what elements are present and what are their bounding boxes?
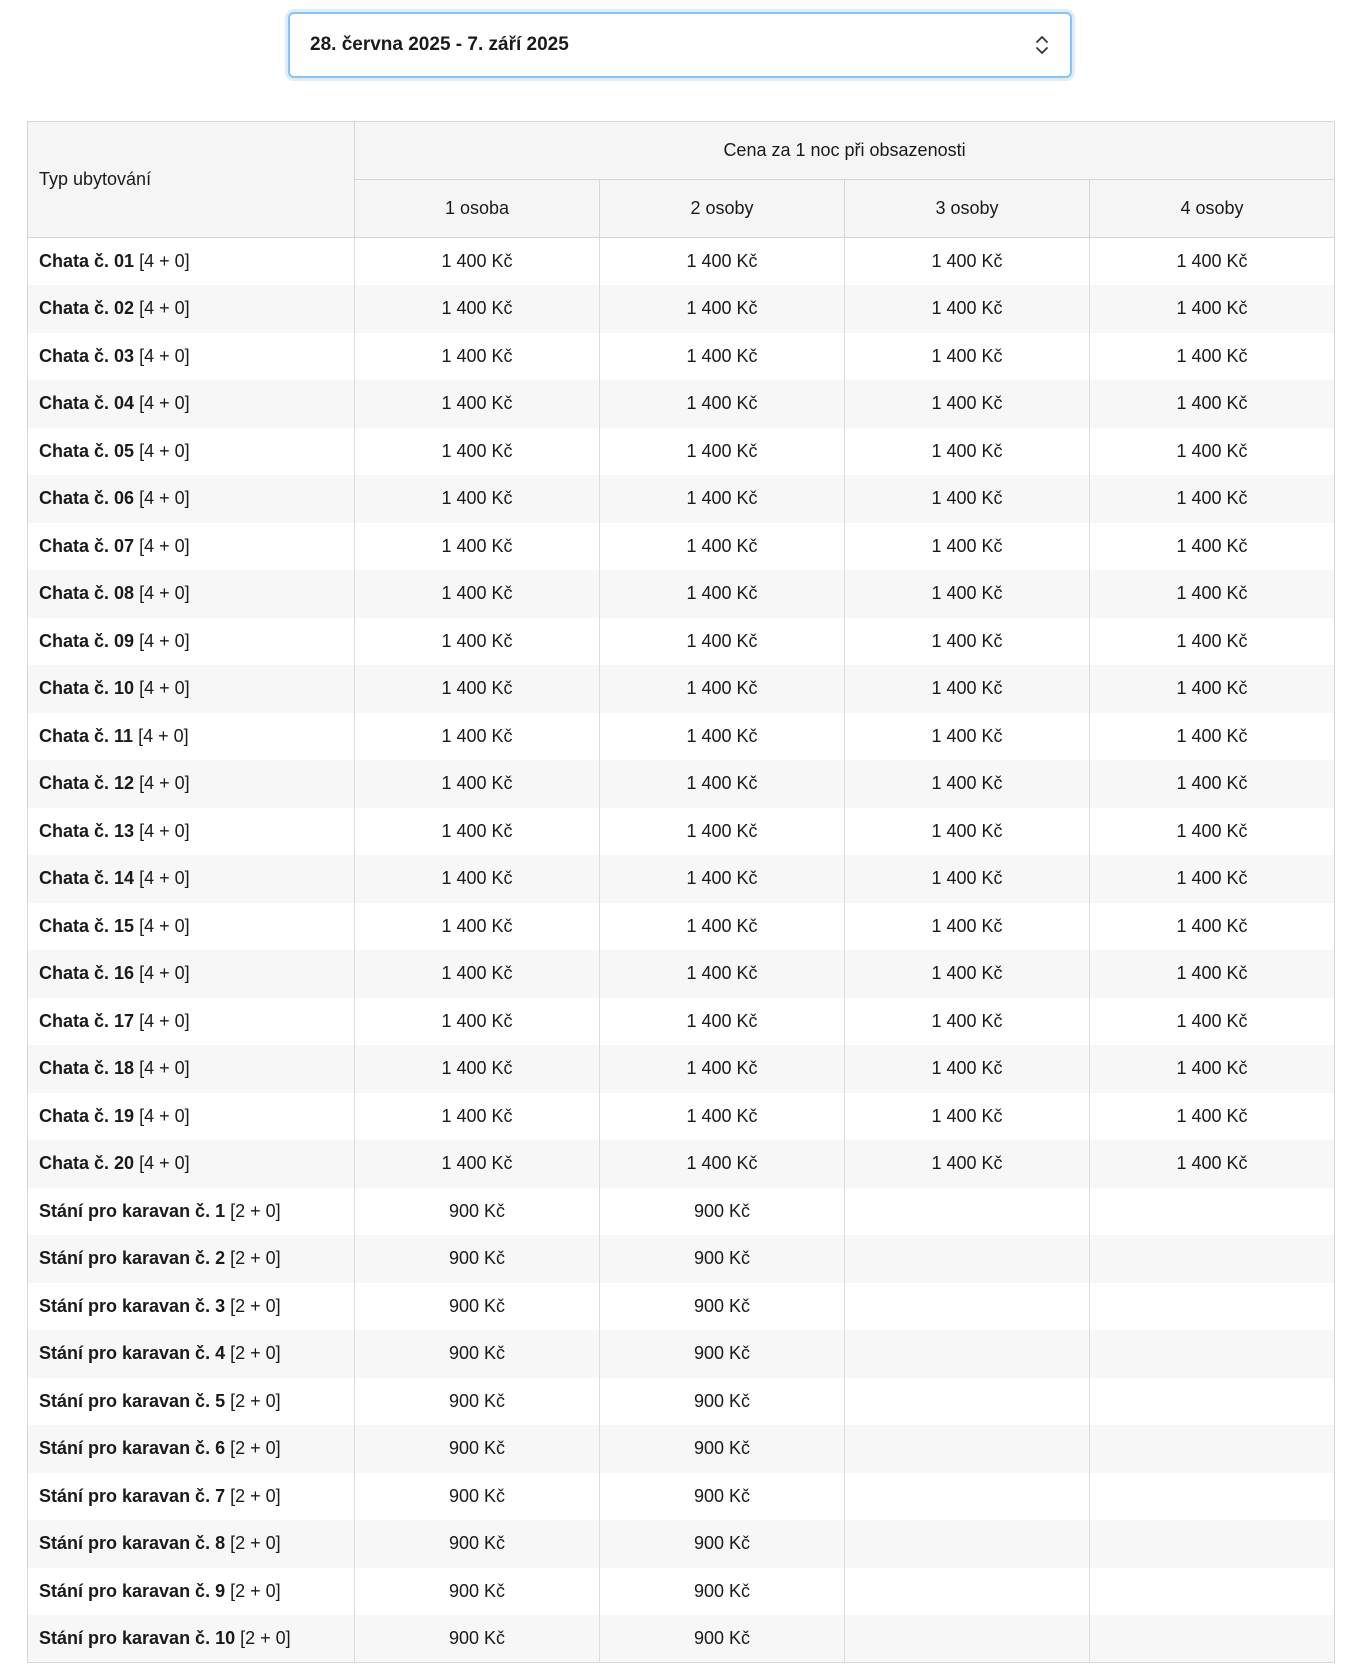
accommodation-cell bbox=[28, 618, 355, 666]
price-cell: 1 400 Kč bbox=[600, 618, 845, 666]
price-cell: 1 400 Kč bbox=[600, 570, 845, 618]
accommodation-capacity: [4 + 0] bbox=[139, 1153, 190, 1174]
price-cell: 900 Kč bbox=[355, 1235, 600, 1283]
price-cell: 1 400 Kč bbox=[845, 285, 1090, 333]
price-cell bbox=[1090, 1283, 1335, 1331]
price-cell: 900 Kč bbox=[355, 1283, 600, 1331]
accommodation-capacity: [4 + 0] bbox=[139, 345, 190, 366]
accommodation-cell bbox=[28, 855, 355, 903]
price-cell: 1 400 Kč bbox=[600, 713, 845, 761]
price-cell: 1 400 Kč bbox=[845, 808, 1090, 856]
accommodation-cell bbox=[28, 1520, 355, 1568]
accommodation-name: Chata č. 10 bbox=[39, 678, 135, 699]
price-cell: 1 400 Kč bbox=[1090, 998, 1335, 1046]
table-row bbox=[28, 333, 1335, 381]
price-header: Cena za 1 noc při obsazenosti bbox=[355, 122, 1335, 180]
price-cell: 1 400 Kč bbox=[600, 903, 845, 951]
accommodation-name: Chata č. 11 bbox=[39, 725, 134, 746]
price-cell bbox=[845, 1378, 1090, 1426]
accommodation-name: Chata č. 02 bbox=[39, 298, 135, 319]
price-cell: 1 400 Kč bbox=[845, 855, 1090, 903]
accommodation-capacity: [2 + 0] bbox=[230, 1200, 281, 1221]
price-cell: 1 400 Kč bbox=[1090, 428, 1335, 476]
price-cell: 1 400 Kč bbox=[845, 713, 1090, 761]
price-cell: 900 Kč bbox=[355, 1330, 600, 1378]
price-cell: 1 400 Kč bbox=[845, 760, 1090, 808]
price-cell: 1 400 Kč bbox=[1090, 380, 1335, 428]
accommodation-capacity: [2 + 0] bbox=[230, 1438, 281, 1459]
accommodation-capacity: [4 + 0] bbox=[139, 1010, 190, 1031]
accommodation-cell bbox=[28, 570, 355, 618]
table-row bbox=[28, 808, 1335, 856]
price-cell: 900 Kč bbox=[355, 1473, 600, 1521]
accommodation-cell bbox=[28, 760, 355, 808]
price-cell: 1 400 Kč bbox=[600, 950, 845, 998]
accommodation-cell bbox=[28, 1283, 355, 1331]
accommodation-capacity: [4 + 0] bbox=[139, 678, 190, 699]
price-table-body bbox=[28, 238, 1335, 1663]
price-cell: 900 Kč bbox=[600, 1473, 845, 1521]
accommodation-capacity: [4 + 0] bbox=[139, 963, 190, 984]
price-cell: 1 400 Kč bbox=[845, 333, 1090, 381]
price-cell: 1 400 Kč bbox=[600, 285, 845, 333]
table-row bbox=[28, 950, 1335, 998]
price-cell: 1 400 Kč bbox=[355, 665, 600, 713]
accommodation-capacity: [4 + 0] bbox=[139, 820, 190, 841]
table-row bbox=[28, 1283, 1335, 1331]
period-select[interactable] bbox=[288, 12, 1072, 78]
accommodation-cell bbox=[28, 523, 355, 571]
price-cell: 900 Kč bbox=[355, 1425, 600, 1473]
price-cell: 1 400 Kč bbox=[355, 950, 600, 998]
price-cell bbox=[1090, 1378, 1335, 1426]
table-row bbox=[28, 1378, 1335, 1426]
price-cell bbox=[845, 1425, 1090, 1473]
price-cell: 900 Kč bbox=[600, 1188, 845, 1236]
accommodation-cell bbox=[28, 1140, 355, 1188]
price-cell: 1 400 Kč bbox=[600, 998, 845, 1046]
select-arrows-icon bbox=[1032, 31, 1052, 59]
price-cell: 1 400 Kč bbox=[600, 1093, 845, 1141]
occupancy-header: 2 osoby bbox=[600, 180, 845, 238]
accommodation-name: Chata č. 05 bbox=[39, 440, 135, 461]
accommodation-capacity: [4 + 0] bbox=[139, 488, 190, 509]
accommodation-name: Chata č. 08 bbox=[39, 583, 135, 604]
accommodation-name: Chata č. 09 bbox=[39, 630, 135, 651]
price-cell: 1 400 Kč bbox=[600, 380, 845, 428]
price-cell: 1 400 Kč bbox=[355, 808, 600, 856]
accommodation-name: Stání pro karavan č. 2 bbox=[39, 1248, 226, 1269]
accommodation-name: Chata č. 12 bbox=[39, 773, 135, 794]
price-cell bbox=[845, 1188, 1090, 1236]
price-cell: 1 400 Kč bbox=[1090, 475, 1335, 523]
price-cell: 900 Kč bbox=[355, 1188, 600, 1236]
table-row bbox=[28, 475, 1335, 523]
price-cell: 1 400 Kč bbox=[845, 903, 1090, 951]
price-cell bbox=[845, 1235, 1090, 1283]
occupancy-header: 1 osoba bbox=[355, 180, 600, 238]
accommodation-capacity: [4 + 0] bbox=[139, 440, 190, 461]
price-cell: 900 Kč bbox=[600, 1378, 845, 1426]
price-cell: 1 400 Kč bbox=[1090, 285, 1335, 333]
price-cell bbox=[845, 1330, 1090, 1378]
table-row bbox=[28, 1473, 1335, 1521]
price-cell: 1 400 Kč bbox=[355, 713, 600, 761]
price-cell bbox=[845, 1568, 1090, 1616]
accommodation-cell bbox=[28, 1615, 355, 1663]
price-cell: 1 400 Kč bbox=[1090, 950, 1335, 998]
table-row bbox=[28, 1140, 1335, 1188]
price-cell: 1 400 Kč bbox=[600, 1045, 845, 1093]
accommodation-cell bbox=[28, 428, 355, 476]
price-cell: 1 400 Kč bbox=[845, 570, 1090, 618]
accommodation-cell bbox=[28, 380, 355, 428]
price-cell: 900 Kč bbox=[600, 1520, 845, 1568]
price-cell: 1 400 Kč bbox=[1090, 808, 1335, 856]
accommodation-name: Stání pro karavan č. 6 bbox=[39, 1438, 226, 1459]
accommodation-capacity: [4 + 0] bbox=[139, 583, 190, 604]
price-cell: 1 400 Kč bbox=[1090, 523, 1335, 571]
table-row bbox=[28, 1235, 1335, 1283]
accommodation-cell bbox=[28, 238, 355, 286]
accommodation-capacity: [2 + 0] bbox=[230, 1390, 281, 1411]
accommodation-cell bbox=[28, 665, 355, 713]
table-row bbox=[28, 380, 1335, 428]
price-cell: 1 400 Kč bbox=[1090, 333, 1335, 381]
accommodation-cell bbox=[28, 1093, 355, 1141]
accommodation-cell bbox=[28, 1425, 355, 1473]
price-cell: 1 400 Kč bbox=[355, 903, 600, 951]
price-cell: 1 400 Kč bbox=[600, 760, 845, 808]
accommodation-cell bbox=[28, 1235, 355, 1283]
accommodation-name: Chata č. 18 bbox=[39, 1058, 135, 1079]
accommodation-cell bbox=[28, 998, 355, 1046]
price-cell bbox=[1090, 1473, 1335, 1521]
accommodation-name: Stání pro karavan č. 4 bbox=[39, 1343, 226, 1364]
price-cell: 1 400 Kč bbox=[355, 855, 600, 903]
price-cell: 1 400 Kč bbox=[845, 1093, 1090, 1141]
price-cell: 1 400 Kč bbox=[1090, 1045, 1335, 1093]
accommodation-name: Chata č. 03 bbox=[39, 345, 135, 366]
price-cell: 900 Kč bbox=[355, 1615, 600, 1663]
price-cell: 1 400 Kč bbox=[600, 665, 845, 713]
accommodation-capacity: [4 + 0] bbox=[139, 773, 190, 794]
price-cell bbox=[1090, 1615, 1335, 1663]
price-cell: 1 400 Kč bbox=[845, 475, 1090, 523]
accommodation-cell bbox=[28, 808, 355, 856]
price-cell: 1 400 Kč bbox=[1090, 713, 1335, 761]
accommodation-cell bbox=[28, 1188, 355, 1236]
price-cell: 1 400 Kč bbox=[600, 333, 845, 381]
accommodation-capacity: [4 + 0] bbox=[139, 630, 190, 651]
accommodation-capacity: [2 + 0] bbox=[230, 1533, 281, 1554]
table-row bbox=[28, 713, 1335, 761]
accommodation-name: Chata č. 06 bbox=[39, 488, 135, 509]
price-cell: 1 400 Kč bbox=[600, 428, 845, 476]
price-cell: 900 Kč bbox=[355, 1378, 600, 1426]
accommodation-name: Stání pro karavan č. 9 bbox=[39, 1580, 226, 1601]
price-cell: 1 400 Kč bbox=[1090, 238, 1335, 286]
price-cell bbox=[845, 1473, 1090, 1521]
accommodation-cell bbox=[28, 1568, 355, 1616]
accommodation-capacity: [2 + 0] bbox=[230, 1343, 281, 1364]
price-cell: 1 400 Kč bbox=[355, 570, 600, 618]
accommodation-capacity: [4 + 0] bbox=[139, 393, 190, 414]
accommodation-name: Chata č. 15 bbox=[39, 915, 135, 936]
price-cell: 1 400 Kč bbox=[355, 760, 600, 808]
price-cell: 1 400 Kč bbox=[355, 523, 600, 571]
accommodation-cell bbox=[28, 903, 355, 951]
table-row bbox=[28, 523, 1335, 571]
price-cell: 1 400 Kč bbox=[1090, 1093, 1335, 1141]
table-row bbox=[28, 998, 1335, 1046]
price-cell bbox=[1090, 1520, 1335, 1568]
table-row bbox=[28, 570, 1335, 618]
accommodation-cell bbox=[28, 1330, 355, 1378]
price-cell: 1 400 Kč bbox=[845, 380, 1090, 428]
price-cell: 900 Kč bbox=[355, 1568, 600, 1616]
accommodation-cell bbox=[28, 1378, 355, 1426]
accommodation-cell bbox=[28, 950, 355, 998]
accommodation-capacity: [4 + 0] bbox=[138, 725, 189, 746]
price-cell bbox=[1090, 1188, 1335, 1236]
price-cell: 900 Kč bbox=[600, 1568, 845, 1616]
accommodation-capacity: [4 + 0] bbox=[139, 251, 190, 271]
accommodation-capacity: [4 + 0] bbox=[139, 298, 190, 319]
accommodation-name: Chata č. 16 bbox=[39, 963, 135, 984]
price-cell: 1 400 Kč bbox=[845, 1140, 1090, 1188]
price-cell bbox=[845, 1615, 1090, 1663]
price-cell: 1 400 Kč bbox=[845, 665, 1090, 713]
accommodation-capacity: [4 + 0] bbox=[139, 915, 190, 936]
price-cell bbox=[1090, 1330, 1335, 1378]
price-table bbox=[27, 121, 1335, 1663]
accommodation-name: Stání pro karavan č. 5 bbox=[39, 1390, 226, 1411]
price-cell: 1 400 Kč bbox=[845, 238, 1090, 286]
price-cell: 1 400 Kč bbox=[600, 475, 845, 523]
price-cell: 1 400 Kč bbox=[845, 428, 1090, 476]
accommodation-cell bbox=[28, 475, 355, 523]
table-row bbox=[28, 1093, 1335, 1141]
price-cell: 1 400 Kč bbox=[600, 1140, 845, 1188]
price-cell: 1 400 Kč bbox=[1090, 855, 1335, 903]
accommodation-cell bbox=[28, 285, 355, 333]
accommodation-capacity: [2 + 0] bbox=[230, 1485, 281, 1506]
price-cell: 1 400 Kč bbox=[600, 523, 845, 571]
accommodation-name: Chata č. 01 bbox=[39, 251, 135, 271]
price-cell: 1 400 Kč bbox=[845, 950, 1090, 998]
price-cell: 1 400 Kč bbox=[1090, 1140, 1335, 1188]
price-cell: 1 400 Kč bbox=[355, 428, 600, 476]
table-row bbox=[28, 760, 1335, 808]
accommodation-name: Chata č. 19 bbox=[39, 1105, 135, 1126]
accommodation-name: Chata č. 17 bbox=[39, 1010, 135, 1031]
accommodation-name: Stání pro karavan č. 8 bbox=[39, 1533, 226, 1554]
accommodation-capacity: [4 + 0] bbox=[139, 535, 190, 556]
accommodation-capacity: [2 + 0] bbox=[230, 1295, 281, 1316]
price-cell: 1 400 Kč bbox=[1090, 570, 1335, 618]
table-row bbox=[28, 285, 1335, 333]
table-row bbox=[28, 1045, 1335, 1093]
table-row bbox=[28, 855, 1335, 903]
accommodation-cell bbox=[28, 1473, 355, 1521]
accommodation-capacity: [2 + 0] bbox=[230, 1248, 281, 1269]
price-cell: 900 Kč bbox=[600, 1235, 845, 1283]
accommodation-name: Chata č. 07 bbox=[39, 535, 135, 556]
price-cell: 1 400 Kč bbox=[845, 1045, 1090, 1093]
price-cell: 1 400 Kč bbox=[355, 1093, 600, 1141]
price-cell: 1 400 Kč bbox=[355, 475, 600, 523]
occupancy-header: 4 osoby bbox=[1090, 180, 1335, 238]
price-cell: 1 400 Kč bbox=[355, 238, 600, 286]
accommodation-cell bbox=[28, 1045, 355, 1093]
price-cell: 900 Kč bbox=[355, 1520, 600, 1568]
price-cell: 900 Kč bbox=[600, 1425, 845, 1473]
table-row bbox=[28, 618, 1335, 666]
period-select-value: 28. června 2025 - 7. září 2025 bbox=[310, 34, 569, 55]
table-row bbox=[28, 428, 1335, 476]
price-cell: 1 400 Kč bbox=[355, 333, 600, 381]
table-row bbox=[28, 238, 1335, 286]
accommodation-name: Stání pro karavan č. 1 bbox=[39, 1200, 226, 1221]
occupancy-header: 3 osoby bbox=[845, 180, 1090, 238]
accommodation-name: Stání pro karavan č. 7 bbox=[39, 1485, 226, 1506]
accommodation-capacity: [2 + 0] bbox=[240, 1628, 291, 1648]
table-row bbox=[28, 1188, 1335, 1236]
price-cell: 1 400 Kč bbox=[845, 618, 1090, 666]
accommodation-name: Chata č. 13 bbox=[39, 820, 135, 841]
price-cell: 1 400 Kč bbox=[600, 855, 845, 903]
table-row bbox=[28, 1568, 1335, 1616]
price-cell: 1 400 Kč bbox=[1090, 618, 1335, 666]
table-row bbox=[28, 1425, 1335, 1473]
price-cell: 1 400 Kč bbox=[1090, 760, 1335, 808]
price-cell: 1 400 Kč bbox=[1090, 903, 1335, 951]
table-row bbox=[28, 1520, 1335, 1568]
price-cell: 1 400 Kč bbox=[355, 1140, 600, 1188]
table-row bbox=[28, 903, 1335, 951]
accommodation-name: Stání pro karavan č. 10 bbox=[39, 1628, 236, 1648]
price-cell: 1 400 Kč bbox=[355, 285, 600, 333]
accommodation-cell bbox=[28, 713, 355, 761]
accommodation-name: Chata č. 20 bbox=[39, 1153, 135, 1174]
price-cell bbox=[845, 1283, 1090, 1331]
price-cell bbox=[1090, 1425, 1335, 1473]
price-cell: 1 400 Kč bbox=[355, 1045, 600, 1093]
accommodation-name: Stání pro karavan č. 3 bbox=[39, 1295, 226, 1316]
price-cell: 900 Kč bbox=[600, 1283, 845, 1331]
accommodation-cell bbox=[28, 333, 355, 381]
price-cell: 1 400 Kč bbox=[845, 998, 1090, 1046]
price-cell: 900 Kč bbox=[600, 1330, 845, 1378]
price-cell bbox=[1090, 1235, 1335, 1283]
table-row bbox=[28, 1615, 1335, 1663]
price-cell: 1 400 Kč bbox=[845, 523, 1090, 571]
accommodation-name: Chata č. 04 bbox=[39, 393, 135, 414]
price-cell: 1 400 Kč bbox=[600, 808, 845, 856]
accommodation-capacity: [2 + 0] bbox=[230, 1580, 281, 1601]
accommodation-capacity: [4 + 0] bbox=[139, 1105, 190, 1126]
table-row bbox=[28, 665, 1335, 713]
type-header: Typ ubytování bbox=[28, 122, 355, 238]
accommodation-capacity: [4 + 0] bbox=[139, 868, 190, 889]
price-cell: 900 Kč bbox=[600, 1615, 845, 1663]
table-row bbox=[28, 1330, 1335, 1378]
accommodation-name: Chata č. 14 bbox=[39, 868, 135, 889]
price-cell: 1 400 Kč bbox=[600, 238, 845, 286]
price-cell: 1 400 Kč bbox=[355, 618, 600, 666]
price-cell bbox=[1090, 1568, 1335, 1616]
accommodation-capacity: [4 + 0] bbox=[139, 1058, 190, 1079]
price-cell bbox=[845, 1520, 1090, 1568]
price-cell: 1 400 Kč bbox=[355, 998, 600, 1046]
price-cell: 1 400 Kč bbox=[355, 380, 600, 428]
price-cell: 1 400 Kč bbox=[1090, 665, 1335, 713]
